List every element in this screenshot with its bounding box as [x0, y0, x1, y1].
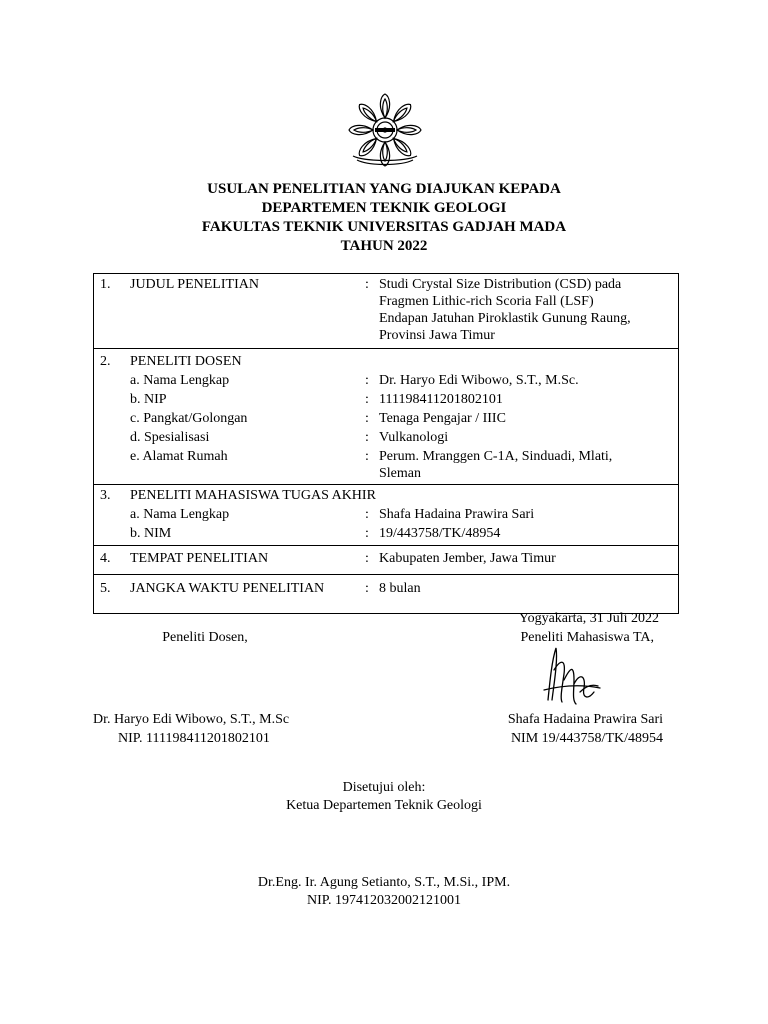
section-number: 2.: [100, 354, 111, 369]
title-line-4: TAHUN 2022: [340, 238, 428, 254]
field-value: 19/443758/TK/48954: [379, 526, 501, 541]
field-label: b. NIM: [130, 526, 172, 541]
left-signer-name: Dr. Haryo Edi Wibowo, S.T., M.Sc: [93, 712, 290, 727]
section-4: [94, 546, 679, 575]
section-heading: JANGKA WAKTU PENELITIAN: [130, 581, 325, 596]
field-label: d. Spesialisasi: [130, 430, 210, 445]
field-value: 8 bulan: [379, 581, 421, 596]
left-signer-id: NIP. 111198411201802101: [118, 731, 270, 746]
field-value: Vulkanologi: [379, 430, 449, 445]
section-number: 4.: [100, 551, 111, 566]
value-line: Perum. Mranggen C-1A, Sinduadi, Mlati,: [379, 449, 613, 464]
approver-id: NIP. 197412032002121001: [306, 893, 461, 908]
left-signer-role: Peneliti Dosen,: [162, 630, 248, 645]
field-label: a. Nama Lengkap: [130, 373, 230, 388]
field-value: Dr. Haryo Edi Wibowo, S.T., M.Sc.: [379, 373, 579, 388]
title-line-3: FAKULTAS TEKNIK UNIVERSITAS GADJAH MADA: [201, 219, 567, 235]
approver-name: Dr.Eng. Ir. Agung Setianto, S.T., M.Si., IPM.: [257, 875, 511, 890]
research-title-value: [379, 276, 678, 344]
section-heading: PENELITI MAHASISWA TUGAS AKHIR: [130, 488, 376, 503]
colon: :: [365, 411, 369, 426]
right-signer-name: Shafa Hadaina Prawira Sari: [507, 712, 663, 727]
field-label: c. Pangkat/Golongan: [130, 411, 248, 426]
approval-label: Disetujui oleh:: [342, 780, 426, 795]
colon: :: [365, 430, 369, 445]
proposal-form-table: [93, 273, 679, 614]
field-label: a. Nama Lengkap: [130, 507, 230, 522]
colon: :: [365, 507, 369, 522]
colon: :: [365, 277, 369, 292]
section-3: [94, 485, 679, 546]
section-number: 3.: [100, 488, 111, 503]
colon: :: [365, 373, 369, 388]
value-line: Sleman: [379, 466, 421, 481]
field-label: b. NIP: [130, 392, 167, 407]
university-seal-icon: [341, 92, 429, 168]
colon: :: [365, 581, 369, 596]
field-label: e. Alamat Rumah: [130, 449, 228, 464]
section-5: [94, 575, 679, 614]
place-date: Yogyakarta, 31 Juli 2022: [518, 611, 659, 626]
field-value: Shafa Hadaina Prawira Sari: [379, 507, 535, 522]
section-heading: PENELITI DOSEN: [130, 354, 242, 369]
right-signer-id: NIM 19/443758/TK/48954: [510, 731, 663, 746]
value-line: Studi Crystal Size Distribution (CSD) pada: [379, 277, 622, 292]
section-heading: JUDUL PENELITIAN: [130, 277, 259, 292]
handwritten-signature-icon: [540, 640, 604, 710]
section-number: 1.: [100, 277, 111, 292]
colon: :: [365, 526, 369, 541]
section-number: 5.: [100, 581, 111, 596]
colon: :: [365, 392, 369, 407]
value-line: Endapan Jatuhan Piroklastik Gunung Raung,: [379, 311, 631, 326]
field-value: 111198411201802101: [379, 392, 503, 407]
field-value: Kabupaten Jember, Jawa Timur: [379, 551, 556, 566]
title-line-1: USULAN PENELITIAN YANG DIAJUKAN KEPADA: [207, 181, 561, 197]
approver-role: Ketua Departemen Teknik Geologi: [286, 798, 482, 813]
value-line: Fragmen Lithic-rich Scoria Fall (LSF): [379, 294, 594, 309]
field-value: Tenaga Pengajar / IIIC: [379, 411, 506, 426]
field-value: [379, 448, 678, 482]
title-line-2: DEPARTEMEN TEKNIK GEOLOGI: [261, 200, 507, 216]
section-1: [94, 274, 679, 349]
colon: :: [365, 449, 369, 464]
section-heading: TEMPAT PENELITIAN: [130, 551, 269, 566]
value-line: Provinsi Jawa Timur: [379, 328, 495, 343]
right-signer-role: Peneliti Mahasiswa TA,: [520, 630, 654, 645]
colon: :: [365, 551, 369, 566]
section-2: [94, 349, 679, 485]
